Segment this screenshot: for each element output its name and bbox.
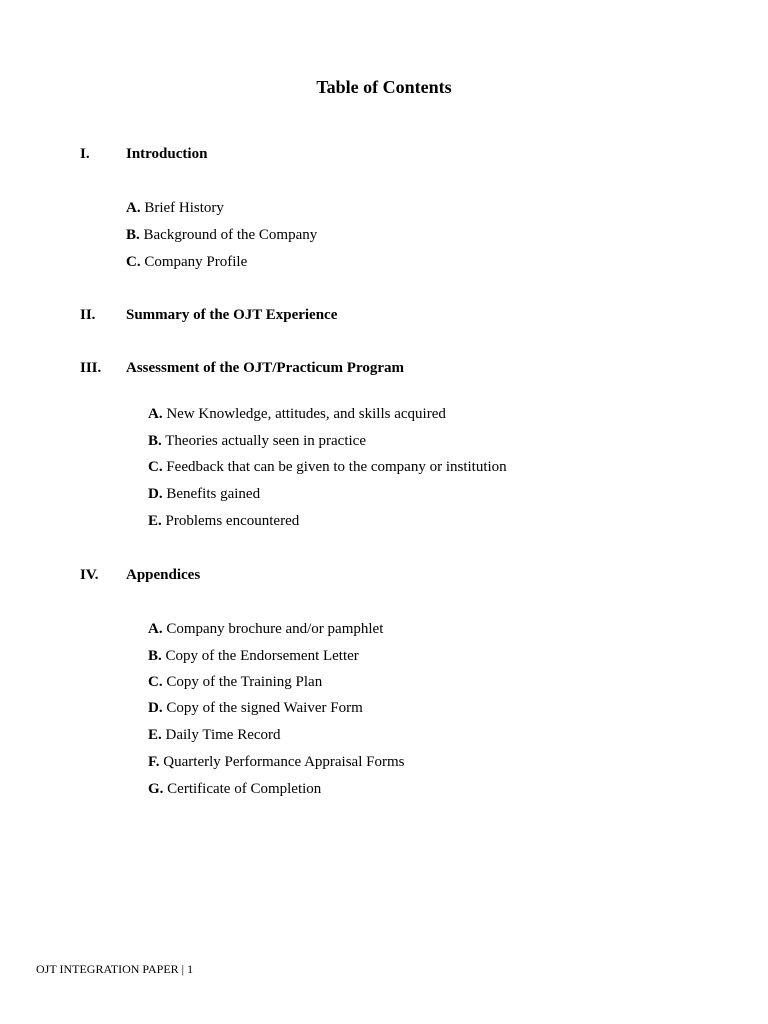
item-letter: D. (148, 700, 163, 716)
section-heading: Assessment of the OJT/Practicum Program (126, 360, 404, 376)
item-text: Copy of the Training Plan (166, 674, 323, 690)
item-letter: C. (148, 674, 163, 690)
section-numeral: IV. (80, 567, 99, 583)
item-letter: G. (148, 781, 164, 797)
item-letter: B. (126, 227, 140, 243)
section-numeral: I. (80, 146, 90, 162)
item-letter: E. (148, 513, 162, 529)
item-text: Background of the Company (143, 227, 318, 243)
toc-item-new-knowledge (148, 405, 446, 423)
item-letter: E. (148, 727, 162, 743)
item-letter: A. (148, 406, 163, 422)
item-text: Quarterly Performance Appraisal Forms (163, 754, 405, 770)
item-text: Copy of the signed Waiver Form (166, 700, 363, 716)
item-text: Brief History (144, 200, 224, 216)
toc-item-endorsement-letter (148, 647, 359, 665)
page-title: Table of Contents (316, 77, 452, 97)
toc-item-background (126, 226, 317, 244)
item-text: Certificate of Completion (167, 781, 322, 797)
toc-item-certificate (148, 780, 321, 798)
item-letter: D. (148, 486, 163, 502)
item-letter: C. (126, 254, 141, 270)
item-letter: B. (148, 433, 162, 449)
section-numeral: II. (80, 307, 96, 323)
toc-item-brochure (148, 620, 383, 638)
item-text: Daily Time Record (165, 727, 281, 743)
item-text: Feedback that can be given to the company or institution (166, 459, 507, 475)
page-footer: OJT INTEGRATION PAPER | 1 (36, 962, 194, 976)
toc-item-waiver-form (148, 699, 363, 717)
item-text: New Knowledge, attitudes, and skills acquired (166, 406, 446, 422)
toc-item-theories (148, 432, 366, 450)
item-text: Benefits gained (166, 486, 261, 502)
toc-item-daily-time-record (148, 726, 281, 744)
item-text: Problems encountered (165, 513, 300, 529)
section-numeral: III. (80, 360, 102, 376)
toc-item-training-plan (148, 673, 322, 691)
toc-item-feedback (148, 458, 507, 476)
item-text: Copy of the Endorsement Letter (165, 648, 359, 664)
toc-item-appraisal-forms (148, 753, 404, 771)
item-letter: F. (148, 754, 160, 770)
toc-item-brief-history (126, 199, 224, 217)
item-letter: C. (148, 459, 163, 475)
section-heading: Summary of the OJT Experience (126, 307, 338, 323)
section-heading: Introduction (126, 146, 208, 162)
item-text: Company Profile (144, 254, 248, 270)
toc-item-benefits (148, 485, 260, 503)
toc-item-problems (148, 512, 299, 530)
item-text: Theories actually seen in practice (165, 433, 366, 449)
item-letter: A. (126, 200, 141, 216)
item-letter: A. (148, 621, 163, 637)
item-text: Company brochure and/or pamphlet (166, 621, 384, 637)
toc-item-company-profile (126, 253, 247, 271)
section-heading: Appendices (126, 567, 201, 583)
item-letter: B. (148, 648, 162, 664)
